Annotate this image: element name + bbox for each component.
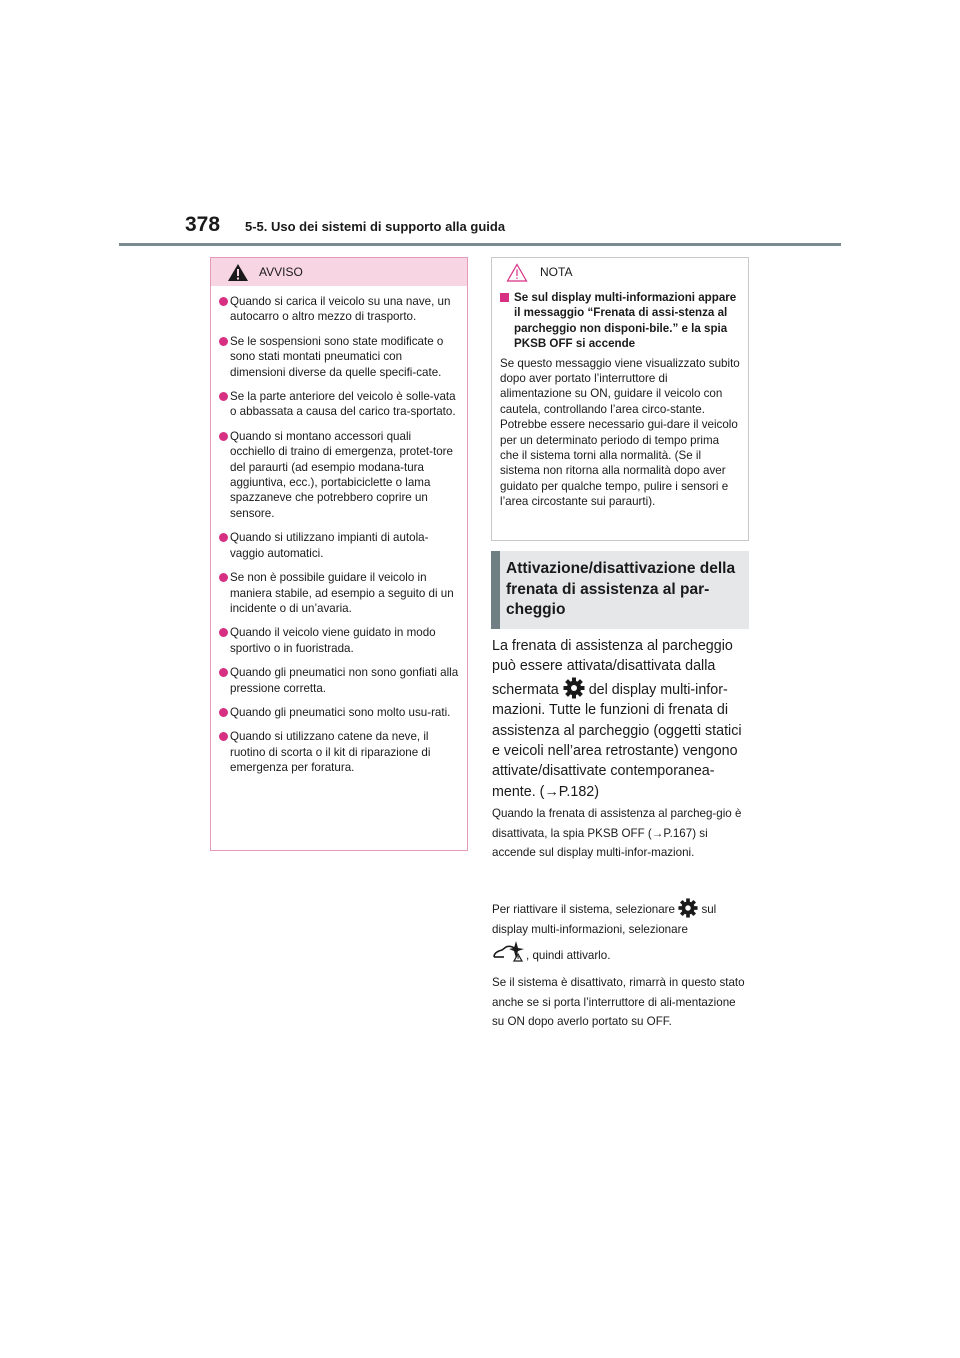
list-item xyxy=(219,294,459,325)
list-item xyxy=(219,665,459,696)
reactivate-text-start: Per riattivare il sistema, selezionare xyxy=(492,903,679,916)
list-item xyxy=(219,429,459,521)
note-header xyxy=(492,258,748,286)
bullet-dot xyxy=(219,708,228,717)
main-paragraph xyxy=(492,636,750,802)
list-item xyxy=(219,334,459,380)
bullet-dot xyxy=(219,628,228,637)
list-item-text: Se le sospensioni sono state modificate o sono stati montati pneumatici con dimensioni diverse da quelle specifi-cate. xyxy=(230,334,444,379)
warning-triangle-icon xyxy=(227,263,249,282)
bullet-dot xyxy=(219,573,228,582)
list-item xyxy=(219,625,459,656)
bullet-dot xyxy=(219,668,228,677)
list-item xyxy=(219,530,459,561)
paragraph-disabled-state: Se il sistema è disattivato, rimarrà in questo stato anche se si porta l’interruttore di ali-mentazione su ON dopo averlo portato su OFF. xyxy=(492,976,745,1028)
list-item-text: Se la parte anteriore del veicolo è solle-vata o abbassata a causa del carico tra-sportato. xyxy=(230,390,456,419)
main-text-start: La frenata di assistenza al parcheggio può essere attivata/disattivata dalla schermata xyxy=(492,638,733,698)
note-body: Se questo messaggio viene visualizzato subito dopo aver portato l’interruttore di alimentazione su ON, guidare il veicolo con cautela, controllando l’area circo-stante. Potrebbe essere necessario gui-dare il veicolo per un determinato periodo di tempo prima che il sistema torni alla normalità. (Se il sistema non ritorna alla normalità dopo aver guidato per qualche tempo, pulire i sensori e l’area circostante sui paraurti). xyxy=(500,356,740,509)
list-item-text: Quando si utilizzano catene da neve, il ruotino di scorta o il kit di riparazione di emergenza per foratura. xyxy=(230,730,431,775)
bullet-dot xyxy=(219,432,228,441)
list-item-text: Quando si utilizzano impianti di autola-vaggio automatici. xyxy=(230,531,429,560)
page-number: 378 xyxy=(185,213,221,236)
gear-icon xyxy=(563,677,585,699)
bullet-square xyxy=(500,293,509,302)
note-box xyxy=(491,257,749,541)
reactivate-text-end: , quindi attivarlo. xyxy=(526,949,611,962)
paragraph-pksb-off: Quando la frenata di assistenza al parcheg-gio è disattivata, la spia PKSB OFF (→P.167) si accende sul display multi-infor-mazioni. xyxy=(492,807,742,859)
warning-header xyxy=(211,258,467,286)
paragraph-reactivate xyxy=(492,898,750,966)
bullet-dot xyxy=(219,392,228,401)
bullet-dot xyxy=(219,297,228,306)
section-heading: Attivazione/disattivazione della frenata di assistenza al par-cheggio xyxy=(506,560,736,618)
section-heading-band xyxy=(491,551,749,629)
list-item xyxy=(219,705,459,720)
list-item xyxy=(219,389,459,420)
list-item-text: Quando si montano accessori quali occhiello di traino di emergenza, protet-tore del paraurti (ad esempio modana-tura aggiuntiva, ecc.), portabiciclette o lama spazzaneve che potrebbero coprire un sensore. xyxy=(230,429,453,520)
car-sensor-icon xyxy=(492,939,526,963)
warning-label: AVVISO xyxy=(259,265,303,279)
list-item xyxy=(219,729,459,775)
section-title: 5-5. Uso dei sistemi di supporto alla guida xyxy=(245,219,506,234)
list-item xyxy=(219,570,459,616)
header-rule xyxy=(119,243,841,246)
note-heading xyxy=(500,290,740,352)
warning-box xyxy=(210,257,468,851)
note-label: NOTA xyxy=(540,265,573,279)
list-item-text: Quando gli pneumatici sono molto usu-rati. xyxy=(230,705,451,719)
main-text-end: del display multi-infor-mazioni. Tutte le funzioni di frenata di assistenza al parcheggio (oggetti statici e veicoli nell’area retrostante) vengono attivate/disattivate contemporanea-mente. (→P.182) xyxy=(492,681,742,800)
list-item-text: Quando si carica il veicolo su una nave, un autocarro o altro mezzo di trasporto. xyxy=(230,295,451,324)
note-heading-text: Se sul display multi-informazioni appare il messaggio “Frenata di assi-stenza al parcheggio non disponi-bile.” e la spia PKSB OFF si accende xyxy=(514,291,737,351)
bullet-dot xyxy=(219,337,228,346)
bullet-dot xyxy=(219,533,228,542)
note-triangle-icon xyxy=(506,263,528,282)
bullet-dot xyxy=(219,732,228,741)
list-item-text: Se non è possibile guidare il veicolo in maniera stabile, ad esempio a seguito di un incidente o di un’avaria. xyxy=(230,571,454,615)
warning-list xyxy=(211,286,467,776)
list-item-text: Quando il veicolo viene guidato in modo sportivo o in fuoristrada. xyxy=(230,626,436,655)
gear-icon xyxy=(678,898,698,918)
list-item-text: Quando gli pneumatici non sono gonfiati alla pressione corretta. xyxy=(230,666,459,695)
reactivate-text-middle: sul display multi-informazioni, selezionare xyxy=(492,903,717,936)
